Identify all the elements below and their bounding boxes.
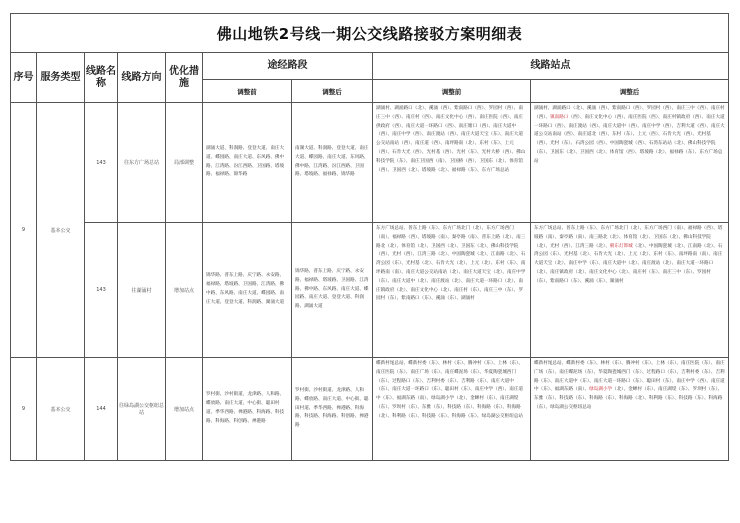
row-measure: 局部调整: [166, 103, 203, 223]
row-stops-after: 湖涌村、湖涌路口（北）、溪涌（西）、紫南路口（西）、罗园村（西）、南庄三中（西）、南庄村（西）、镇南路口（西）、南庄文化中心（西）、南庄医院（西）、南庄村镇政府（西）、南庄大道一环路口（西）、南庄渡站（西）、南庄大道中（西）、南庄中学（西）、吉利大道（西）、南庄大道公交站南站（西）、南庄道北（西）、东村（东）、上元（西）、石肯大光（西）、光村基（西）、光村（东）、石湾公园（西）、中国陶瓷城（西）、石湾东站站（北）、佛山科技学院（东）、卫国东（北）、卫国西（北）、体育馆（西）、塔坡路（北）、福禄路（东）、东方广场总站: [531, 103, 729, 223]
header-route-name: 线路名称: [85, 53, 118, 103]
row-service-type: 基本公交: [37, 103, 85, 358]
row-service-type: 基本公交: [37, 358, 85, 461]
table-row: [11, 358, 729, 461]
table-title: 佛山地铁2号线一期公交线路接驳方案明细表: [11, 14, 729, 53]
row-stops-before: 东方广场总站、普东上路（东）、东方广场北门（北）、东方广场西门（南）、福禄路（西）、塔坡路（南）、秦亭路（南）、普东上路（北）、南三路北（北）、体育馆（北）、卫国西（北）、卫国东（北）、佛山科技学院（西）、光村（西）、江湾三路（北）、中国陶瓷城（北）、江南路（北）、石湾公园（东）、光村基（北）、石肯大光（北）、上元（北）、东村（东）、南坪路南（南）、南庄大道公交站南站（北）、南庄大道天宝（北）、南庄中学（东）、南庄大道中（北）、南庄渡站（北）、南庄大道一环路口（北）、南庄镇政府（北）、南庄文化中心（北）、南庄村（东）、南庄三中（东）、罗园村（东）、紫南路口（东）、溪涌（东）、湖涌村: [373, 223, 531, 358]
row-route-name: 143: [85, 223, 118, 358]
header-road-before: 调整前: [203, 80, 292, 103]
row-road-before: 锦华路、普东上路、庆宁路、永安路、福禄路、塔坡路、卫国路、江湾路、佛中路、东风路、南庄大道、蝶园路、南庄大道、登登大道、科润路、湖涌大道: [203, 223, 292, 358]
table-row: [11, 223, 729, 358]
header-measure: 优化措施: [166, 53, 203, 103]
header-seq: 序号: [11, 53, 37, 103]
row-route-name: 143: [85, 103, 118, 223]
row-stops-after: 东方广场总站、普东上路（东）、东方广场北门（北）、东方广场西门（南）、福禄路（西）、塔坡路（南）、秦亭路（南）、南三路北（北）、体育馆（北）、卫国东（北）、佛山科技学院（北）、光村（西）、江湾三路（北）、朝东灯饰城（北）、中国陶瓷城（北）、江南路（北）、石湾公园（东）、光村基（北）、石肯大光（北）、上元（北）、东村（东）、南坪路南（南）、南庄大道天宝（北）、南庄中学（东）、南庄大道中（北）、南庄渡站（北）、南庄大道一环路口（北）、南庄镇政府（北）、南庄文化中心（北）、南庄村（东）、南庄三中（东）、罗园村（东）、紫南路口（东）、溪涌（东）、湖涌村: [531, 223, 729, 358]
row-road-after: 罗村街、沙村街道、龙津路、人和路、蝶放路、南庄大道、中心街、聪田村道、季华西路、禅港路、科海路、科技路、科海路、科创路、禅港路: [292, 358, 373, 461]
header-stops: 线路站点: [373, 53, 729, 80]
header-stops-before: 调整前: [373, 80, 531, 103]
header-service-type: 服务类型: [37, 53, 85, 103]
row-stops-before: 湖涌村、湖涌路口（北）、溪涌（西）、紫南路口（西）、罗园村（西）、南庄三中（西）、南庄村（西）、南庄文化中心（西）、南庄医院（西）、南庄供政府（西）、南庄大道一环路口（西）、南庄塘口（西）、南庄大道中（西）、南庄中学（西）、南庄渡站（西）、南庄大道天宝（东）、南庄大道公交站南站（西）、南庄道（西）、南坪路南（北）、东村（东）、上元（西）、石肯大光（西）、光村基（西）、光村（东）、光村大桥（西）、佛山科技学院（东）、南庄卫国西（南）、卫国桥（西）、卫国东（北）、体育馆（西）、卫国西（北）、塔坡路（北）、福禄路（东）、东方广场总站: [373, 103, 531, 223]
row-seq: 9: [11, 358, 37, 461]
row-measure: 增加站点: [166, 358, 203, 461]
row-road-after: 南湖大道、科润路、登登大道、南庄大道、蝶园路、南庄大道、东风路、佛中路、江湾路、汾江西路、卫国路、塔坡路、福禄路、锦华路: [292, 103, 373, 223]
row-direction: 往绿岛湖公交枢纽总站: [118, 358, 166, 461]
header-road-after: 调整后: [292, 80, 373, 103]
row-direction: 往东方广场总站: [118, 103, 166, 223]
header-direction: 线路方向: [118, 53, 166, 103]
row-road-after: 锦华路、普东上路、庆宁路、永安路、福禄路、塔坡路、卫国路、江湾路、佛中路、东风路、南庄大道、蝶园路、南庄大道、登登大道、科润路、湖涌大道: [292, 223, 373, 358]
row-stops-before: 蝶新村尾总站、蝶新村委（东）、林村（东）、腾冲村（东）、上林（东）、南庄医院（东）、南庄广场（东）、南庄蝶泥场（东）、华夏陶瓷城西门（东）、过程路口（东）、吉利村委（东）、吉利路（东）、南庄大道中（东）、南庄大道一环路口（东）、聪田村（东）、南庄中学（西）、南庄道中（东）、福湖东路（南）、绿岛湖小学（北）、金蝉村（东）、南庄湖堤（东）、罗坝村（东）、东雅（东）、科技路（东）、科海路（东）、科海路（北）、科利路（东）、科技路（东）、科海路（东）、绿岛湖公交枢纽总站: [373, 358, 531, 461]
row-direction: 往湖涌村: [118, 223, 166, 358]
added-stop-highlight: 镇南路口: [550, 114, 569, 120]
row-stops-after: 蝶新村尾总站、蝶新村委（东）、林村（东）、腾冲村（东）、上林（东）、南庄医院（东）、南庄广场（东）、南庄蝶泥场（东）、华夏陶瓷城西门（东）、过程路口（东）、吉利村委（东）、吉利路（东）、南庄大道中（东）、南庄大道一环路口（东）、聪田村（东）、南庄中学（西）、南庄道中（东）、福湖东路（南）、绿岛湖小学（北）、金蝉村（东）、南庄湖堤（东）、罗坝村（东）、东雅（东）、科技路（东）、科海路（东）、科海路（北）、科利路（东）、科技路（东）、科海路（东）、绿岛湖公交枢纽总站: [531, 358, 729, 461]
header-via-road: 途经路段: [203, 53, 373, 80]
row-route-name: 144: [85, 358, 118, 461]
row-measure: 增加站点: [166, 223, 203, 358]
header-stops-after: 调整后: [531, 80, 729, 103]
row-seq: 9: [11, 103, 37, 358]
row-road-before: 湖涌大道、科润路、登登大道、南庄大道、蝶园路、南庄大道、东风路、佛中路、江湾路、汾江西路、卫国路、塔坡路、福禄路、锦华路: [203, 103, 292, 223]
table-row: [11, 103, 729, 223]
added-stop-highlight: 朝东灯饰城: [609, 243, 633, 249]
row-road-before: 罗村街、沙村街道、龙津路、人和路、蝶放路、南庄大道、中心街、聪田村道、季华西路、禅港路、科海路、科技路、科海路、科创路、禅港路: [203, 358, 292, 461]
detail-table-sheet: [10, 13, 728, 461]
added-stop-highlight: 绿岛湖小学: [589, 387, 613, 393]
detail-table: [10, 13, 729, 461]
